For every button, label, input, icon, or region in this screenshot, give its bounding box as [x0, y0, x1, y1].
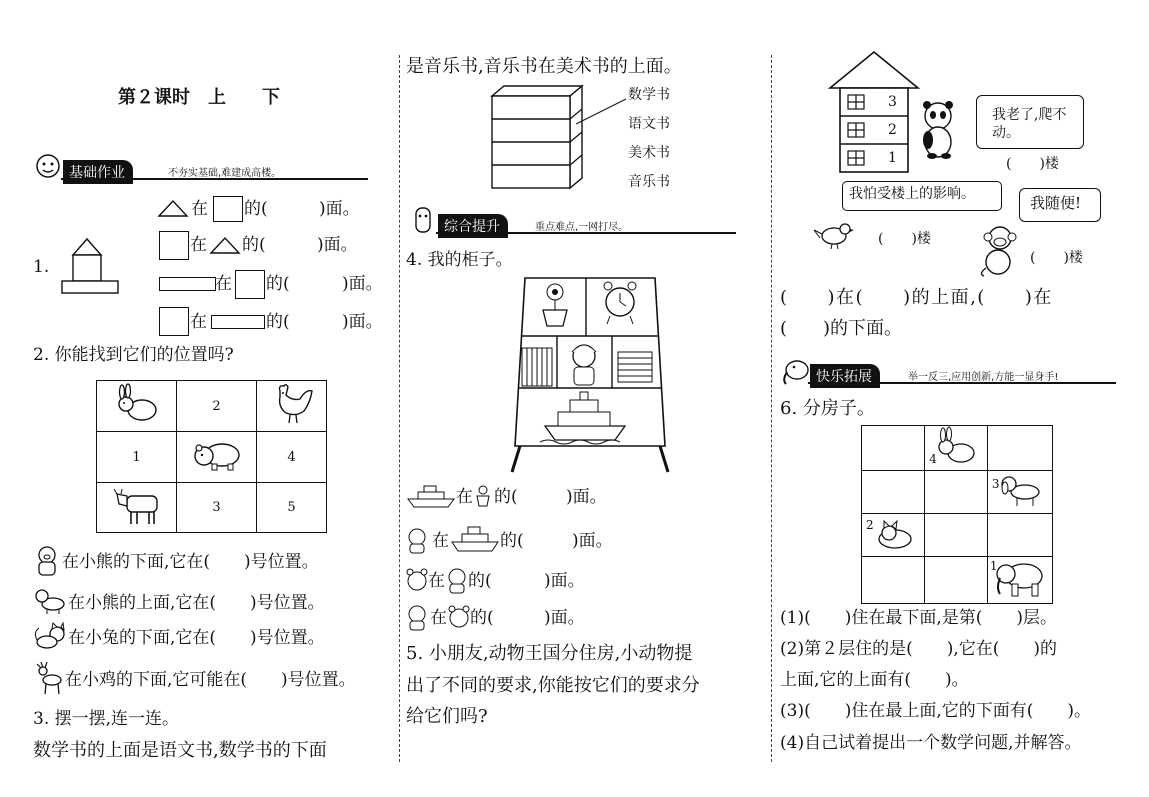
q2-grid [96, 380, 327, 533]
q4-answer-3-c: )面。 [544, 571, 585, 591]
rabbit-icon [114, 386, 160, 422]
q5-line1: 5. 小朋友,动物王国分住房,小动物提 [406, 643, 693, 664]
grid-cell [925, 514, 988, 557]
book-stack [488, 84, 588, 194]
banner-happy-extension [780, 362, 1116, 384]
page-title: 第２课时 上 下 [118, 87, 280, 108]
q4-answer-2-b: 的( [500, 531, 524, 551]
grid-cell [862, 471, 925, 514]
banner-basic-homework [33, 158, 368, 180]
monkey-icon [976, 224, 1022, 278]
q1-row1-text2: 的( [244, 199, 268, 219]
q4-answer-3-b: 的( [468, 571, 492, 591]
q2-answer-4: 在小鸡的下面,它可能在( )号位置。 [65, 670, 356, 690]
q6-answer-2: (2)第２层住的是( ),它在( )的 [780, 639, 1058, 659]
q2-answer-1: 在小熊的下面,它在( )号位置。 [62, 552, 319, 572]
floor-label-3: 3 [888, 94, 897, 110]
grid-cell [257, 381, 327, 432]
banner-slogan: 举一反三,应用创新,方能一显身手! [908, 372, 1059, 383]
square-shape [235, 270, 265, 299]
panda-floor-answer: ( )楼 [1006, 156, 1059, 172]
grid-cell [97, 381, 177, 432]
column-divider-left [399, 55, 400, 762]
panda-speech-text: 我老了,爬不动。 [992, 107, 1067, 141]
q2-text: 2. 你能找到它们的位置吗? [33, 345, 234, 365]
square-shape [159, 231, 189, 260]
q1-row4-text2: 的( [266, 312, 290, 332]
q5-line2: 出了不同的要求,你能按它们的要求分 [406, 675, 700, 696]
book-label-chinese: 语文书 [628, 116, 670, 132]
grid-cell [862, 426, 925, 471]
q6-answer-1: (1)( )住在最下面,是第( )层。 [780, 608, 1058, 628]
elephant-icon [989, 558, 1048, 598]
triangle-icon [158, 199, 188, 217]
q3-line2: 是音乐书,音乐书在美术书的上面。 [406, 56, 682, 77]
book-label-art: 美术书 [628, 145, 670, 161]
q4-answer-1-b: 的( [494, 487, 518, 507]
q4-answer-4-b: 的( [470, 608, 494, 628]
rabbit-icon [933, 427, 979, 465]
doll-icon [406, 528, 428, 554]
cat-icon [33, 622, 67, 650]
q5-fill-line1: ( )在( )的上面,( )在 [780, 287, 1053, 308]
q2-answer-3: 在小兔的下面,它在( )号位置。 [68, 628, 325, 648]
square-shape [213, 196, 243, 222]
banner-comprehensive [408, 212, 736, 234]
grid-cell [925, 471, 988, 514]
mascot-icon [408, 206, 438, 236]
books-icon [522, 348, 552, 386]
deer-icon [33, 660, 63, 696]
cow-icon [111, 486, 163, 526]
grid-cell: 1 [97, 432, 177, 483]
q4-text: 4. 我的柜子。 [406, 250, 513, 270]
grid-cell: 3 [177, 483, 257, 533]
square-shape [159, 307, 189, 336]
q4-answer-4-a: 在 [430, 608, 447, 628]
house-shape-icon [60, 235, 120, 295]
q4-answer-3-a: 在 [428, 571, 445, 591]
q1-row3-text1: 在 [215, 274, 232, 294]
alarm-clock-icon [406, 568, 428, 592]
q3-text: 3. 摆一摆,连一连。 [33, 709, 180, 729]
ship-icon [406, 483, 456, 509]
q1-row1-text3: )面。 [319, 199, 360, 219]
q1-row4-text3: )面。 [342, 312, 383, 332]
q5-fill-line2: ( )的下面。 [780, 318, 903, 339]
grid-cell [925, 426, 988, 471]
dog-floor-label: 3 [991, 477, 1000, 491]
rectangle-shape [159, 277, 216, 291]
bear-icon [192, 438, 242, 472]
doll-icon [446, 568, 468, 594]
q1-row2-text1: 在 [190, 235, 207, 255]
q4-answer-4-c: )面。 [544, 608, 585, 628]
q6-answer-4: (3)( )住在最上面,它的下面有( )。 [780, 701, 1092, 721]
grid-cell [987, 557, 1052, 604]
dog-icon [33, 587, 67, 615]
flowerpot-icon [474, 485, 492, 507]
grid-cell [97, 483, 177, 533]
bird-icon [814, 220, 854, 250]
doll-icon [406, 605, 428, 631]
banner-label: 基础作业 [63, 160, 133, 184]
bird-floor-answer: ( )楼 [878, 231, 931, 247]
banner-slogan: 重点难点,一网打尽。 [535, 222, 629, 233]
cat-icon [869, 515, 917, 551]
q4-answer-1-c: )面。 [566, 487, 607, 507]
stacked-plates-icon [618, 352, 652, 382]
column-divider-right [771, 55, 772, 762]
q4-answer-2-c: )面。 [572, 531, 613, 551]
q5-line3: 给它们吗? [406, 706, 488, 727]
q6-text: 6. 分房子。 [780, 398, 875, 419]
banner-label: 快乐拓展 [810, 364, 880, 388]
cat-floor-label: 2 [866, 518, 874, 532]
q1-row3-text2: 的( [266, 274, 290, 294]
book-label-music: 音乐书 [628, 174, 670, 190]
q4-answer-1-a: 在 [456, 487, 473, 507]
q1-number: 1. [33, 257, 50, 277]
grid-cell: 4 [257, 432, 327, 483]
q1-row1-text1: 在 [191, 199, 208, 219]
q1-row4-text1: 在 [190, 312, 207, 332]
bird-speech-text: 我怕受楼上的影响。 [849, 186, 975, 202]
banner-slogan: 不夯实基础,难建成高楼。 [168, 168, 282, 179]
rectangle-shape [211, 315, 265, 329]
floor-label-2: 2 [888, 122, 897, 138]
grid-cell [925, 557, 988, 604]
q6-answer-3: 上面,它的上面有( )。 [780, 670, 969, 690]
monkey-floor-answer: ( )楼 [1030, 250, 1083, 266]
book-label-math: 数学书 [628, 87, 670, 103]
triangle-icon [210, 236, 240, 254]
cabinet-illustration [500, 276, 680, 476]
pig-icon [33, 545, 61, 577]
q2-answer-2: 在小熊的上面,它在( )号位置。 [68, 593, 325, 613]
panda-icon [918, 100, 962, 160]
ship-icon [450, 524, 500, 554]
q3-line1: 数学书的上面是语文书,数学书的下面 [33, 740, 327, 761]
rabbit-floor-label: 4 [929, 452, 937, 466]
apartment-building [828, 50, 920, 174]
dog-icon [995, 472, 1045, 508]
elephant-mascot-icon [780, 356, 810, 386]
grid-cell [987, 426, 1052, 471]
grid-cell [177, 432, 257, 483]
q1-row2-text3: )面。 [317, 235, 358, 255]
monkey-speech-text: 我随便! [1030, 194, 1082, 212]
q4-answer-2-a: 在 [432, 531, 449, 551]
grid-cell [987, 471, 1052, 514]
grid-cell: 2 [177, 381, 257, 432]
banner-label: 综合提升 [438, 214, 508, 238]
q1-row2-text2: 的( [242, 235, 266, 255]
floor-label-1: 1 [888, 150, 897, 166]
rooster-icon [270, 383, 314, 425]
q6-grid [861, 425, 1053, 604]
elephant-floor-label: 1 [989, 559, 998, 573]
mascot-icon [33, 152, 63, 182]
q6-answer-5: (4)自己试着提出一个数学问题,并解答。 [780, 733, 1082, 753]
alarm-clock-icon [448, 605, 470, 629]
q1-row3-text3: )面。 [342, 274, 383, 294]
grid-cell [862, 514, 925, 557]
grid-cell: 5 [257, 483, 327, 533]
grid-cell [862, 557, 925, 604]
grid-cell [987, 514, 1052, 557]
